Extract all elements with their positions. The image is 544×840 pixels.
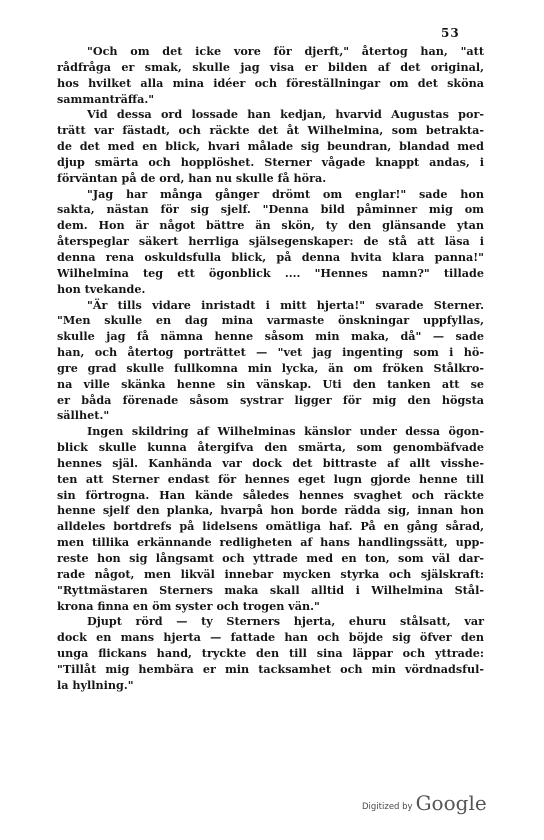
text-line: reste hon sig långsamt och yttrade med en ton, som väl dar- [57,551,484,565]
paragraph [57,187,484,298]
text-line: "Tillåt mig hembära er min tacksamhet och min vördnadsful- [57,661,484,676]
text-line: "Och om det icke vore för djerft," återtog han, "att [87,44,484,58]
text-line: dem. Hon är något bättre än skön, ty den glänsande ytan [57,218,484,233]
text-line: hon tvekande. [57,281,146,296]
text-line: sammanträffa." [57,91,155,106]
text-line: Vid dessa ord lossade han kedjan, hvarvid Augustas por- [87,107,484,122]
paragraph [57,614,484,693]
digitized-by-google-watermark [362,791,487,815]
paragraph [57,107,484,186]
text-line: gre grad skulle fullkomna min lycka, än om fröken Stålkro- [57,360,484,375]
paragraph [57,424,484,614]
text-line: denna rena oskuldsfulla blick, på denna hvita klara panna!" [57,249,484,264]
text-line: men tillika erkännande redligheten af hans handlingssätt, upp- [57,535,484,550]
text-line: krona finna en öm syster och trogen vän." [57,598,320,613]
text-line: sin förtrogna. Han kände således hennes svaghet och räckte [57,487,484,502]
text-line: unga flickans hand, tryckte den till sina läppar och yttrade: [57,646,484,661]
text-line: dock en mans hjerta — fattade han och böjde sig öfver den [57,630,484,645]
google-logo: Google [415,791,487,815]
page-number: 53 [441,26,460,40]
text-line: hennes själ. Kanhända var dock det bittraste af allt visshe- [57,455,484,470]
text-line: er båda förenade såsom systrar ligger för mig den högsta [57,392,484,407]
text-line: han, och återtog porträttet — "vet jag ingenting som i hö- [57,345,484,360]
text-line: na ville skänka henne sin vänskap. Uti den tanken att se [57,376,484,391]
body-text [57,44,484,694]
text-line: la hyllning." [57,677,134,692]
text-line: djup smärta och hopplöshet. Sterner vågade knappt andas, i [57,154,484,169]
paragraph [57,44,484,107]
text-line: Djupt rörd — ty Sterners hjerta, ehuru stålsatt, var [87,614,484,629]
paragraph [57,298,484,425]
text-line: rade något, men likväl innebar mycken styrka och själskraft: [57,566,484,581]
text-line: Wilhelmina teg ett ögonblick .... "Hennes namn?" tillade [57,265,484,280]
text-line: sakta, nästan för sig sjelf. "Denna bild påminner mig om [57,202,484,217]
text-line: ten att Sterner endast för hennes eget lugn gjorde henne till [57,471,484,486]
text-line: de det med en blick, hvari målade sig beundran, blandad med [57,139,484,154]
text-line: skulle jag få nämna henne såsom min maka, då" — sade [57,329,484,344]
watermark-prefix: Digitized by [362,802,413,812]
text-line: blick skulle kunna återgifva den smärta, som genombäfvade [57,440,484,455]
text-line: sällhet." [57,408,110,423]
text-line: hos hvilket alla mina idéer och föreställningar om det sköna [57,75,484,90]
text-line: trätt var fästadt, och räckte det åt Wilhelmina, som betrakta- [57,123,484,138]
text-line: "Men skulle en dag mina varmaste önskningar uppfyllas, [57,313,484,328]
text-line: återspeglar säkert herrliga själsegenskaper: de stå att läsa i [57,234,484,249]
text-line: förväntan på de ord, han nu skulle få höra. [57,170,327,185]
text-line: "Är tills vidare inristadt i mitt hjerta!" svarade Sterner. [87,297,484,312]
text-line: "Jag har många gånger drömt om englar!" sade hon [87,186,484,201]
text-line: "Ryttmästaren Sterners maka skall alltid i Wilhelmina Stål- [57,582,484,597]
text-line: henne sjelf den planka, hvarpå hon borde rädda sig, innan hon [57,503,484,518]
text-line: Ingen skildring af Wilhelminas känslor under dessa ögon- [87,424,484,439]
text-line: alldeles bortdrefs på lidelsens omätliga haf. På en gång sårad, [57,519,484,534]
text-line: rådfråga er smak, skulle jag visa er bilden af det original, [57,59,484,74]
